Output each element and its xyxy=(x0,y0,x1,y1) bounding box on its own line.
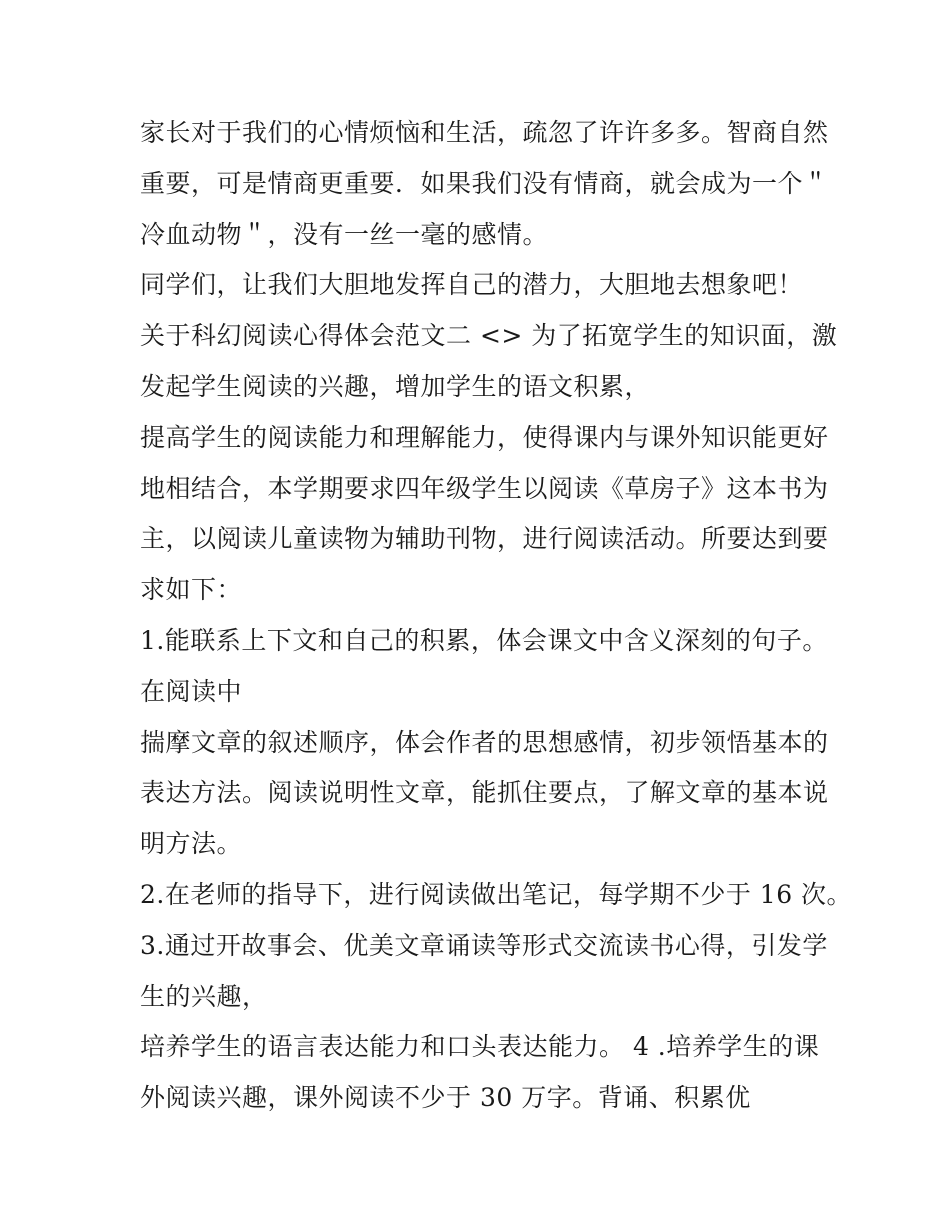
text-line: 揣摩文章的叙述顺序，体会作者的思想感情，初步领悟基本的 xyxy=(140,727,829,757)
text-line: 地相结合，本学期要求四年级学生以阅读《草房子》这本书为 xyxy=(140,473,829,503)
text-line: 求如下： xyxy=(140,575,243,605)
text-line: 生的兴趣， xyxy=(140,981,268,1011)
text-line: 1.能联系上下文和自己的积累，体会课文中含义深刻的句子。 xyxy=(140,625,828,655)
text-line: 在阅读中 xyxy=(140,676,243,706)
text-line: 重要，可是情商更重要．如果我们没有情商，就会成为一个＂ xyxy=(140,168,829,198)
text-line: 2.在老师的指导下，进行阅读做出笔记，每学期不少于 16 次。 xyxy=(140,879,853,909)
body-text xyxy=(140,108,853,1124)
text-line: 3.通过开故事会、优美文章诵读等形式交流读书心得，引发学 xyxy=(140,930,828,960)
text-line: 表达方法。阅读说明性文章，能抓住要点，了解文章的基本说 xyxy=(140,778,829,808)
text-line: 外阅读兴趣，课外阅读不少于 30 万字。背诵、积累优 xyxy=(140,1083,751,1113)
text-line: 家长对于我们的心情烦恼和生活，疏忽了许许多多。智商自然 xyxy=(140,118,829,147)
text-line: 提高学生的阅读能力和理解能力，使得课内与课外知识能更好 xyxy=(140,422,829,452)
text-line: 主，以阅读儿童读物为辅助刊物，进行阅读活动。所要达到要 xyxy=(140,524,829,554)
text-line: 关于科幻阅读心得体会范文二 <> 为了拓宽学生的知识面，激 xyxy=(140,321,838,351)
text-line: 明方法。 xyxy=(140,829,243,859)
text-line: 发起学生阅读的兴趣，增加学生的语文积累， xyxy=(140,371,651,401)
text-line: 冷血动物＂，没有一丝一毫的感情。 xyxy=(140,219,549,249)
text-line: 同学们，让我们大胆地发挥自己的潜力，大胆地去想象吧！ xyxy=(140,270,804,300)
text-line: 培养学生的语言表达能力和口头表达能力。 4 .培养学生的课 xyxy=(140,1032,820,1062)
